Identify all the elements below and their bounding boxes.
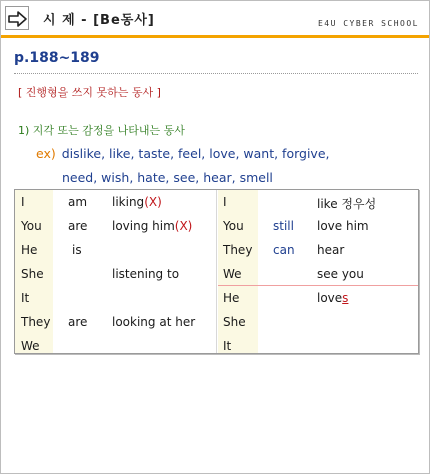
verb-phrase: love him <box>317 219 369 233</box>
arrow-right-icon <box>5 6 29 30</box>
right-subject: It <box>223 339 232 353</box>
right-subject: He <box>223 291 240 305</box>
verb-phrase: see you <box>317 267 364 281</box>
aux-word: can <box>273 243 295 257</box>
left-subject: We <box>21 339 40 353</box>
left-subject: He <box>21 243 38 257</box>
example-table <box>14 189 419 354</box>
example-line-2: need, wish, hate, see, hear, smell <box>62 170 273 185</box>
right-subject: She <box>223 315 246 329</box>
lesson-title: 시 제 - [Be동사] <box>43 13 155 28</box>
left-subject: They <box>21 315 51 329</box>
verb-phrase: looking at her <box>112 315 196 329</box>
page-reference: p.188~189 <box>14 50 100 66</box>
example-line-1 <box>36 146 329 161</box>
section-title: [ 진행형을 쓰지 못하는 동사 ] <box>18 86 161 99</box>
right-subject: I <box>223 195 227 209</box>
left-subject: You <box>21 219 42 233</box>
be-verb: am <box>68 195 88 209</box>
verb-phrase: hear <box>317 243 345 257</box>
verb-text: loving him <box>112 219 175 233</box>
header-divider <box>1 35 429 38</box>
school-name: E4U CYBER SCHOOL <box>317 19 419 28</box>
verb-phrase: like 정우성 <box>317 197 377 211</box>
verb-text: liking <box>112 195 145 209</box>
wrong-mark: (X) <box>174 219 193 233</box>
right-subject: They <box>223 243 253 257</box>
example-verbs-1: dislike, like, taste, feel, love, want, forgive, <box>61 146 330 161</box>
lesson-header <box>1 1 429 35</box>
be-verb: are <box>68 315 88 329</box>
left-subject: It <box>21 291 30 305</box>
be-verb: are <box>68 219 88 233</box>
be-verb: is <box>72 243 82 257</box>
sub-title: 1) 지각 또는 감정을 나타내는 동사 <box>18 124 185 137</box>
example-label: ex) <box>36 146 56 161</box>
verb-phrase <box>317 291 348 305</box>
left-subject: She <box>21 267 44 281</box>
wrong-mark: (X) <box>144 195 162 209</box>
left-subject: I <box>21 195 25 209</box>
right-subject: You <box>223 219 244 233</box>
verb-phrase <box>112 219 192 233</box>
verb-text: love <box>317 291 343 305</box>
verb-phrase <box>112 195 162 209</box>
right-subject: We <box>223 267 242 281</box>
aux-word: still <box>273 219 294 233</box>
verb-phrase: listening to <box>112 267 180 281</box>
third-person-s: s <box>342 291 349 305</box>
right-red-divider <box>218 285 418 286</box>
table-divider <box>216 190 217 353</box>
dotted-divider <box>14 73 418 74</box>
